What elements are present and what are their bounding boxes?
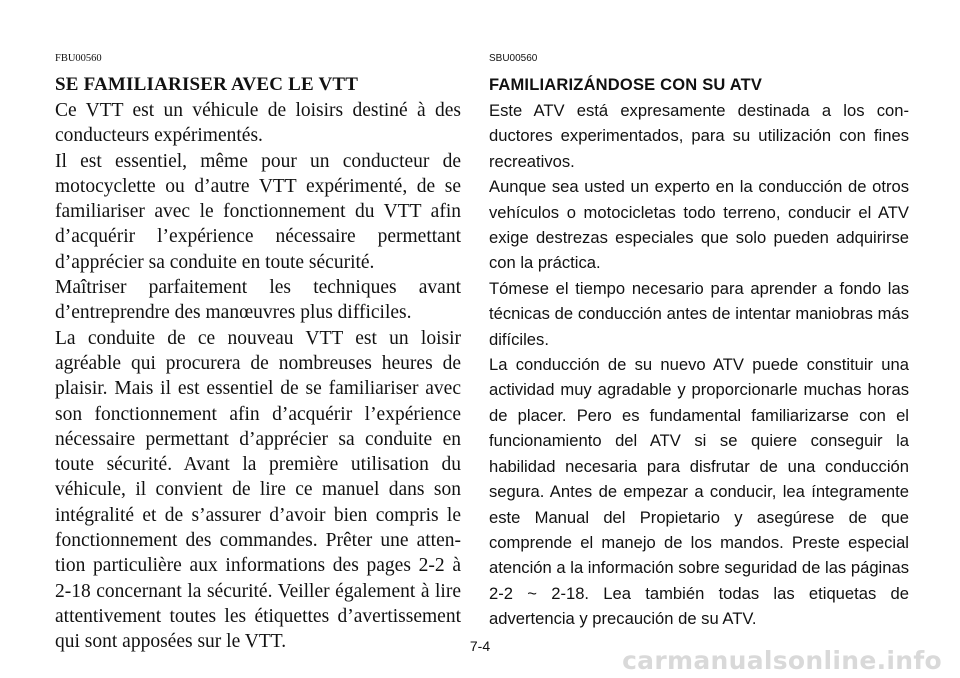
paragraph: Este ATV está expresamente destinada a los conductores experimentados, para su utilización con fines recreativos. — [489, 101, 909, 171]
paragraph: Ce VTT est un véhicule de loisirs destiné à des conducteurs expérimentés. — [55, 100, 461, 147]
section-code: SBU00560 — [489, 53, 538, 64]
paragraph: Tómese el tiempo necesario para aprender a fondo las técnicas de conducción antes de intentar maniobras más difíciles. — [489, 278, 909, 349]
paragraph: La conduite de ce nouveau VTT est un loisir agréable qui procurera de nombreuses heures de plaisir. Mais il est essentiel de se familiariser avec son fonctionnement afin d’acquérir l’expérience nécessaire permettant d’apprécier sa conduite en toute sécurité. Avant la première utilisation du véhicule, il convient de lire ce manuel dans son intégralité et de s’assurer d’avoir bien compris le fonctionnement des commandes. Prêter une attention particulière aux informations des pages 2-2 à 2-18 concernant la sécurité. Veiller également à lire attentivement toutes les étiquettes d’avertissement qui sont apposées sur le VTT. — [55, 327, 461, 653]
section-heading: SE FAMILIARISER AVEC LE VTT — [55, 74, 359, 95]
paragraph: Aunque sea usted un experto en la conducción de otros vehículos o motocicletas todo terreno, conducir el ATV exige destrezas especiales que solo pueden adquirirse con la práctica. — [489, 177, 909, 273]
page-number: 7-4 — [469, 638, 491, 654]
watermark-text: carmanualsonline.info — [622, 646, 942, 675]
spanish-column — [489, 52, 909, 632]
paragraph: Maîtriser parfaitement les techniques avant d’entreprendre des manœuvres plus difficiles. — [55, 277, 461, 324]
paragraph: La conducción de su nuevo ATV puede constituir una actividad muy agradable y proporcionarle muchas horas de placer. Pero es fundamental familiarizarse con el funcionamiento del ATV si se quiere conseguir la habilidad necesaria para disfrutar de una conducción segura. Antes de empezar a conducir, lea íntegramente este Manual del Propietario y asegúrese de que comprende el manejo de los mandos. Preste especial atención a la información sobre seguridad de las páginas 2-2 ~ 2-18. Lea también todas las etiquetas de advertencia y precaución de su ATV. — [489, 355, 909, 629]
french-column — [55, 52, 461, 655]
section-heading: FAMILIARIZÁNDOSE CON SU ATV — [489, 76, 763, 94]
paragraph: Il est essentiel, même pour un conducteur de motocyclette ou d’autre VTT expérimenté, de se familiariser avec le fonctionnement du VTT afin d’acquérir l’expérience nécessaire permettant d’apprécier sa conduite en toute sécurité. — [55, 150, 461, 273]
section-code: FBU00560 — [55, 53, 102, 64]
